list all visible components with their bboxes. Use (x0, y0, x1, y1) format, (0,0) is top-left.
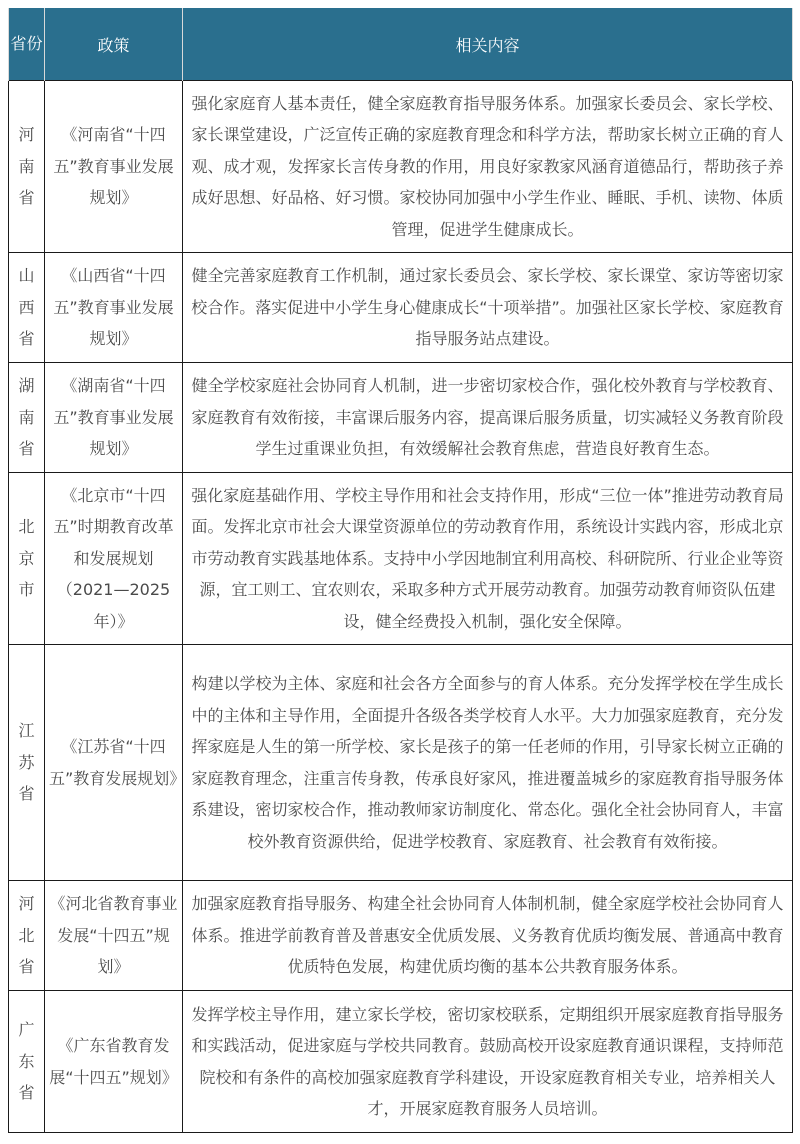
policy-table-container (8, 8, 792, 1133)
content-cell: 强化家庭基础作用、学校主导作用和社会支持作用，形成“三位一体”推进劳动教育局面。发挥北京市社会大课堂资源单位的劳动教育作用，系统设计实践内容，形成北京市劳动教育实践基地体系。支持中小学因地制宜利用高校、科研院所、行业企业等资源，宜工则工、宜农则农，采取多种方式开展劳动教育。加强劳动教育师资队伍建设，健全经费投入机制，强化安全保障。 (183, 473, 793, 645)
table-row (9, 473, 793, 645)
table-row (9, 881, 793, 991)
content-cell: 强化家庭育人基本责任，健全家庭教育指导服务体系。加强家长委员会、家长学校、家长课堂建设，广泛宣传正确的家庭教育理念和科学方法，帮助家长树立正确的育人观、成才观，发挥家长言传身教的作用，用良好家教家风涵育道德品行，帮助孩子养成好思想、好品格、好习惯。家校协同加强中小学生作业、睡眠、手机、读物、体质管理，促进学生健康成长。 (183, 81, 793, 253)
table-row (9, 363, 793, 473)
header-province: 省份 (9, 8, 45, 81)
table-row (9, 253, 793, 363)
policy-cell: 《河南省“十四五”教育事业发展规划》 (45, 81, 183, 253)
province-cell: 河北省 (9, 881, 45, 991)
policy-cell: 《北京市“十四五”时期教育改革和发展规划（2021—2025年）》 (45, 473, 183, 645)
policy-cell: 《江苏省“十四五”教育发展规划》 (45, 645, 183, 881)
table-row (9, 81, 793, 253)
content-cell: 构建以学校为主体、家庭和社会各方全面参与的育人体系。充分发挥学校在学生成长中的主体和主导作用，全面提升各级各类学校育人水平。大力加强家庭教育，充分发挥家庭是人生的第一所学校、家长是孩子的第一任老师的作用，引导家长树立正确的家庭教育理念，注重言传身教，传承良好家风，推进覆盖城乡的家庭教育指导服务体系建设，密切家校合作，推动教师家访制度化、常态化。强化全社会协同育人，丰富校外教育资源供给，促进学校教育、家庭教育、社会教育有效衔接。 (183, 645, 793, 881)
policy-cell: 《湖南省“十四五”教育事业发展规划》 (45, 363, 183, 473)
policy-table (8, 8, 793, 1133)
policy-cell: 《河北省教育事业发展“十四五”规划》 (45, 881, 183, 991)
content-cell: 健全学校家庭社会协同育人机制，进一步密切家校合作，强化校外教育与学校教育、家庭教育有效衔接，丰富课后服务内容，提高课后服务质量，切实减轻义务教育阶段学生过重课业负担，有效缓解社会教育焦虑，营造良好教育生态。 (183, 363, 793, 473)
policy-cell: 《山西省“十四五”教育事业发展规划》 (45, 253, 183, 363)
province-cell: 山西省 (9, 253, 45, 363)
province-cell: 湖南省 (9, 363, 45, 473)
table-header (9, 8, 793, 81)
province-cell: 广东省 (9, 991, 45, 1133)
content-cell: 发挥学校主导作用，建立家长学校，密切家校联系，定期组织开展家庭教育指导服务和实践活动，促进家庭与学校共同教育。鼓励高校开设家庭教育通识课程，支持师范院校和有条件的高校加强家庭教育学科建设，开设家庭教育相关专业，培养相关人才，开展家庭教育服务人员培训。 (183, 991, 793, 1133)
policy-cell: 《广东省教育发展“十四五”规划》 (45, 991, 183, 1133)
content-cell: 加强家庭教育指导服务、构建全社会协同育人体制机制，健全家庭学校社会协同育人体系。推进学前教育普及普惠安全优质发展、义务教育优质均衡发展、普通高中教育优质特色发展，构建优质均衡的基本公共教育服务体系。 (183, 881, 793, 991)
content-cell: 健全完善家庭教育工作机制，通过家长委员会、家长学校、家长课堂、家访等密切家校合作。落实促进中小学生身心健康成长“十项举措”。加强社区家长学校、家庭教育指导服务站点建设。 (183, 253, 793, 363)
province-cell: 北京市 (9, 473, 45, 645)
table-row (9, 991, 793, 1133)
province-cell: 河南省 (9, 81, 45, 253)
table-row (9, 645, 793, 881)
province-cell: 江苏省 (9, 645, 45, 881)
header-policy: 政策 (45, 8, 183, 81)
header-content: 相关内容 (183, 8, 793, 81)
